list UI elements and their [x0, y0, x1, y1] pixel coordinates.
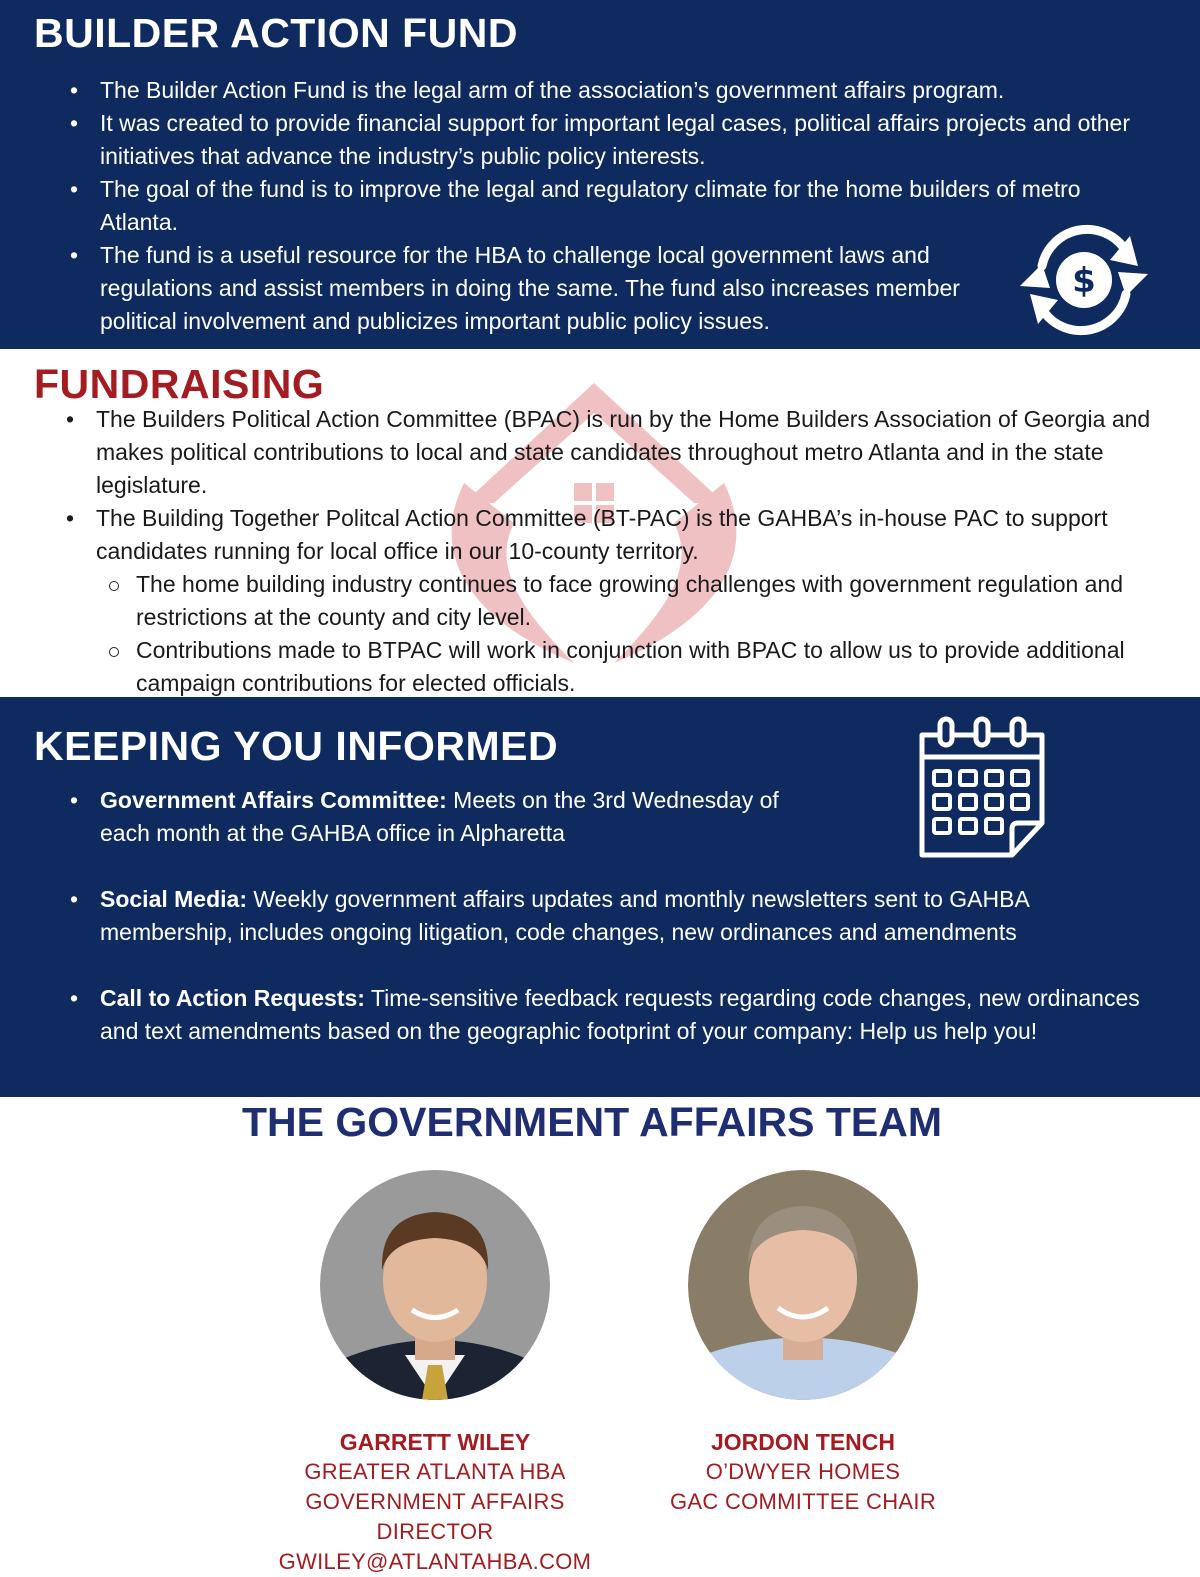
member-name: GARRETT WILEY: [339, 1429, 531, 1455]
sub-bullet-list: [136, 568, 1156, 700]
list-item: • The Builder Action Fund is the legal arm of the association’s government affairs program.: [100, 74, 1160, 107]
list-item: • The fund is a useful resource for the HBA to challenge local government laws and regulations and assist members in doing the same. The fund also increases member political involvement and publicizes important public policy issues.: [100, 239, 980, 338]
list-item: • It was created to provide financial support for important legal cases, political affairs projects and other initiatives that advance the industry’s public policy interests.: [100, 107, 1160, 173]
item-label: Social Media:: [100, 886, 247, 912]
sub-list-item: The home building industry continues to face growing challenges with government regulation and restrictions at the county and city level.: [136, 568, 1156, 634]
fundraising-section: [0, 349, 1200, 697]
member-name: JORDON TENCH: [710, 1429, 895, 1455]
bullet-list: [100, 784, 1160, 1048]
list-item: [100, 982, 1160, 1048]
builder-action-fund-section: [0, 0, 1200, 349]
team-member-card: [613, 1170, 993, 1517]
team-section: [0, 1097, 1200, 1574]
section-title: FUNDRAISING: [34, 361, 325, 407]
member-email[interactable]: GWILEY@ATLANTAHBA.COM: [278, 1549, 592, 1574]
member-organization: O’DWYER HOMES: [705, 1459, 901, 1484]
item-text: Time-sensitive feedback requests regarding code changes, new ordinances and text amendments based on the geographic footprint of your company: Help us help you!: [100, 985, 1140, 1044]
item-text: Meets on the 3rd Wednesday of each month at the GAHBA office in Alpharetta: [100, 787, 779, 846]
member-photo: [688, 1170, 918, 1400]
section-title: BUILDER ACTION FUND: [34, 10, 519, 56]
list-item: [96, 502, 1156, 700]
section-title: KEEPING YOU INFORMED: [34, 723, 559, 769]
member-photo: [320, 1170, 550, 1400]
svg-text:$: $: [1072, 261, 1096, 301]
team-title: THE GOVERNMENT AFFAIRS TEAM: [241, 1099, 943, 1145]
member-organization: GREATER ATLANTA HBA: [304, 1459, 566, 1484]
list-item: [100, 883, 1160, 949]
member-role: GOVERNMENT AFFAIRS DIRECTOR: [305, 1489, 565, 1544]
list-item-text: The Building Together Politcal Action Committee (BT-PAC) is the GAHBA’s in-house PAC to support candidates running for local office in our 10-county territory.: [96, 505, 1108, 564]
item-label: Government Affairs Committee:: [100, 787, 447, 813]
keeping-informed-section: [0, 697, 1200, 1097]
dollar-cycle-icon: [1012, 222, 1156, 342]
member-role: GAC COMMITTEE CHAIR: [669, 1489, 937, 1514]
list-item: [100, 784, 820, 850]
team-member-card: [245, 1170, 625, 1577]
sub-list-item: Contributions made to BTPAC will work in conjunction with BPAC to allow us to provide additional campaign contributions for elected officials.: [136, 634, 1156, 700]
bullet-list: [96, 403, 1156, 700]
list-item: • The Builders Political Action Committee (BPAC) is run by the Home Builders Association of Georgia and makes political contributions to local and state candidates throughout metro Atlanta and in the state legislature.: [96, 403, 1156, 502]
item-text: Weekly government affairs updates and monthly newsletters sent to GAHBA membership, includes ongoing litigation, code changes, new ordinances and amendments: [100, 886, 1029, 945]
bullet-list: [100, 74, 1160, 338]
item-label: Call to Action Requests:: [100, 985, 365, 1011]
list-item: • The goal of the fund is to improve the legal and regulatory climate for the home builders of metro Atlanta.: [100, 173, 1160, 239]
